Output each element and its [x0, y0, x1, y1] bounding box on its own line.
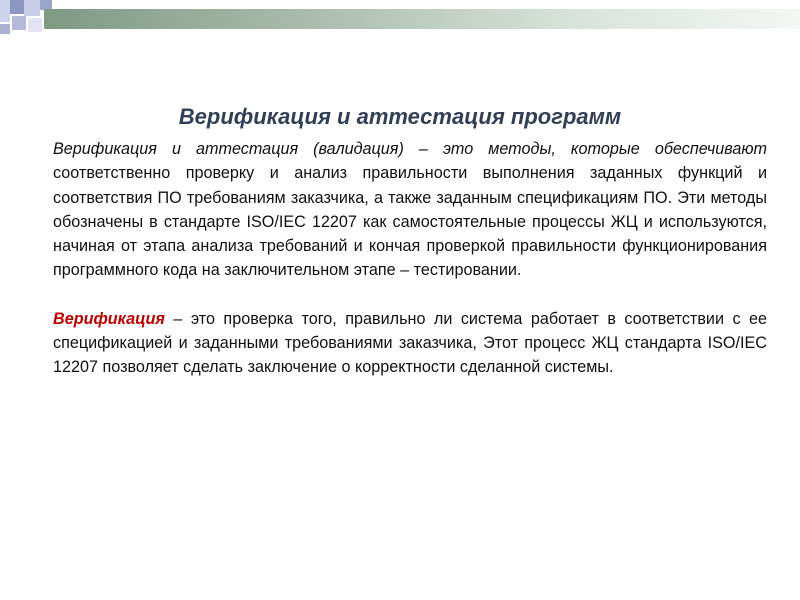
slide-title: Верификация и аттестация программ [178, 104, 622, 129]
highlighted-term: Верификация [53, 309, 165, 328]
slide-body [53, 137, 767, 380]
header-gradient-bar [44, 9, 800, 29]
paragraph-verification [53, 307, 767, 380]
decor-square [24, 0, 40, 16]
paragraph-text: соответственно проверку и анализ правильности выполнения заданных функций и соответствия ПО требованиям заказчика, а также заданным спецификациям ПО. Эти методы обозначены в стандарте ISO/IEC 12207 как самостоятельные процессы ЖЦ и используются, начиная от этапа анализа требований и кончая проверкой правильности функционирования программного кода на заключительном этапе – тестировании. [53, 164, 767, 280]
decor-square [12, 16, 26, 30]
decor-square [28, 18, 42, 32]
decor-square [0, 0, 10, 22]
paragraph-text: – это проверка того, правильно ли система работает в соответствии с ее спецификацией и заданными требованиями заказчика, Этот процесс ЖЦ стандарта ISO/IEC 12207 позволяет сделать заключение о корректности сделанной системы. [53, 309, 767, 377]
paragraph-intro: Верификация и аттестация (валидация) – это методы, которые обеспечивают [53, 140, 767, 158]
paragraph-definition [53, 137, 767, 283]
decor-square [10, 0, 24, 14]
decor-square [0, 24, 10, 34]
